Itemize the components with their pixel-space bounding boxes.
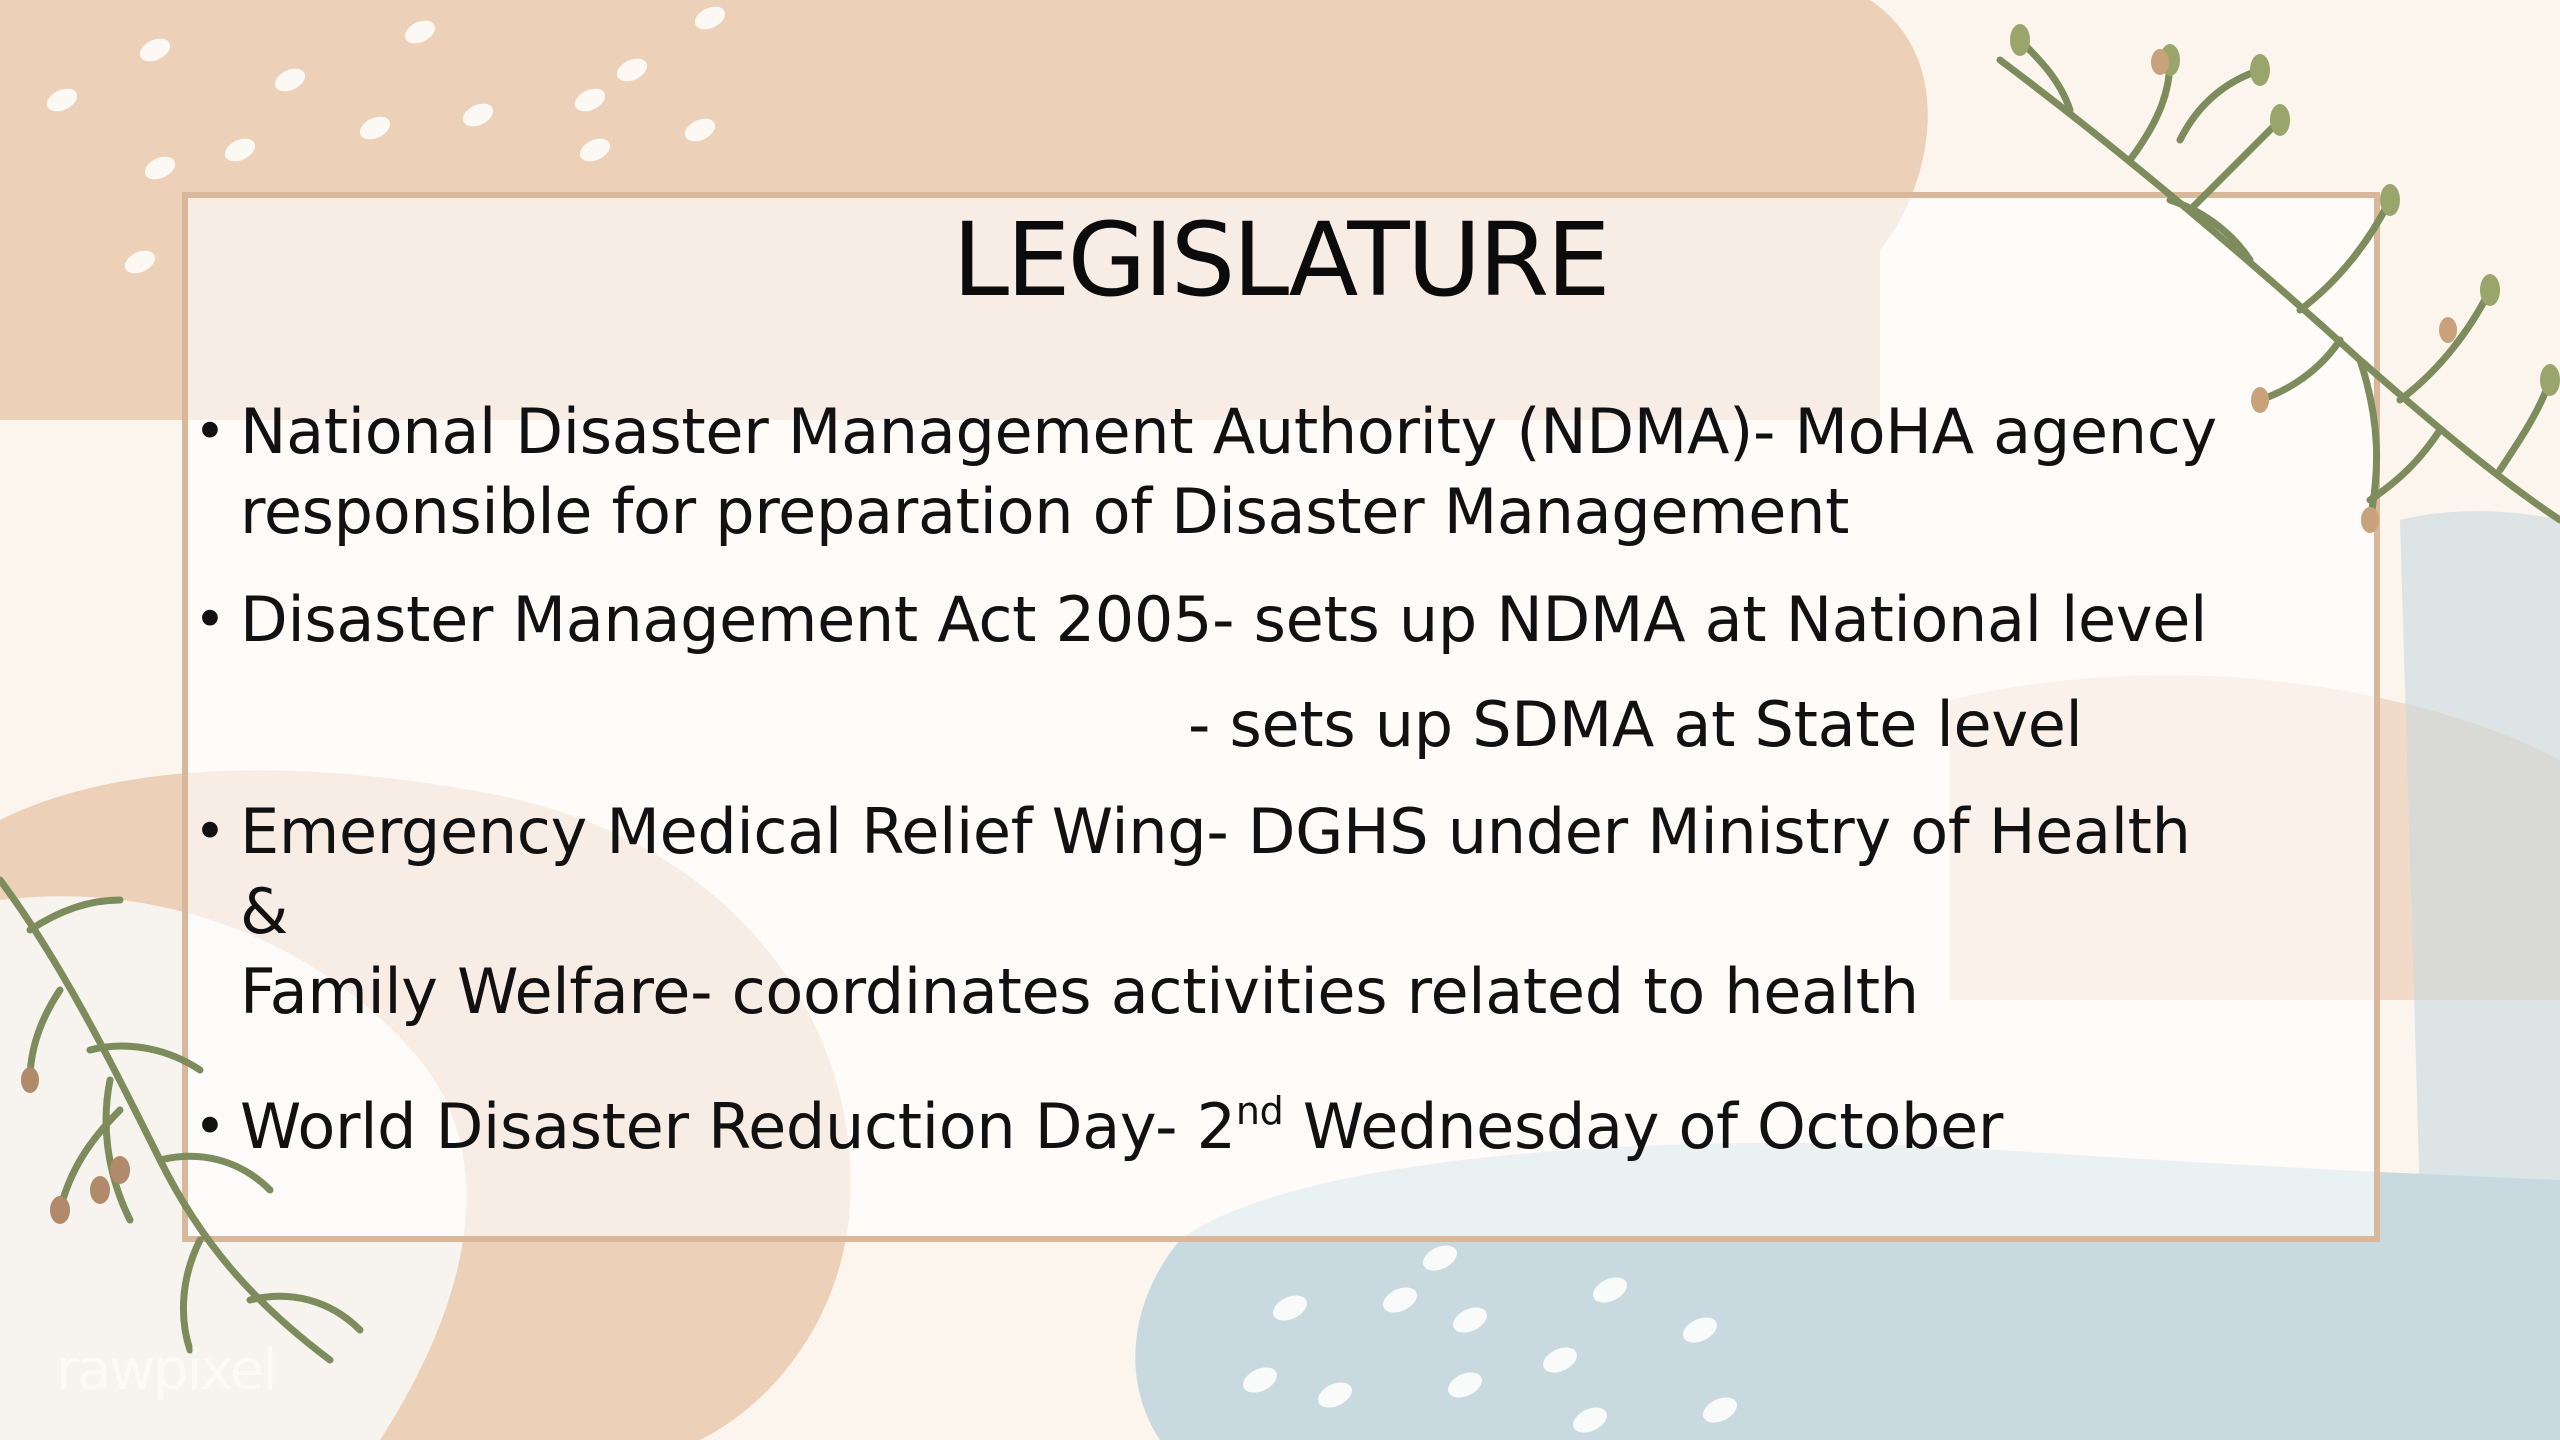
bullet-text-line	[240, 1087, 2240, 1167]
slide-title: LEGISLATURE	[952, 201, 1608, 320]
bullet-dot: •	[194, 1095, 226, 1158]
ordinal-superscript: nd	[1235, 1089, 1284, 1133]
bullet-world-day	[194, 1087, 2240, 1167]
bullet-text-line: Emergency Medical Relief Wing- DGHS under Ministry of Health &	[240, 795, 2191, 948]
bullet-ndma	[194, 392, 2240, 552]
bullet-dot: •	[194, 800, 226, 863]
bullet-dm-act	[194, 580, 2240, 660]
bullet-text-line: Disaster Management Act 2005- sets up NDMA at National level	[240, 583, 2207, 656]
bullet-subline-sdma: - sets up SDMA at State level	[1188, 688, 2083, 761]
bullet-dot: •	[194, 588, 226, 651]
bullet-text-line: National Disaster Management Authority (NDMA)- MoHA agency	[240, 395, 2217, 468]
watermark: rawpixel	[56, 1338, 276, 1403]
bullet-text-suffix: Wednesday of October	[1283, 1090, 2004, 1163]
bullet-text-line: Family Welfare- coordinates activities related to health	[240, 955, 1919, 1028]
bullet-emr-wing	[194, 792, 2240, 1032]
bullet-dot: •	[194, 400, 226, 463]
bullet-text-prefix: World Disaster Reduction Day- 2	[240, 1090, 1236, 1163]
bullet-text-line: responsible for preparation of Disaster Management	[240, 475, 1850, 548]
